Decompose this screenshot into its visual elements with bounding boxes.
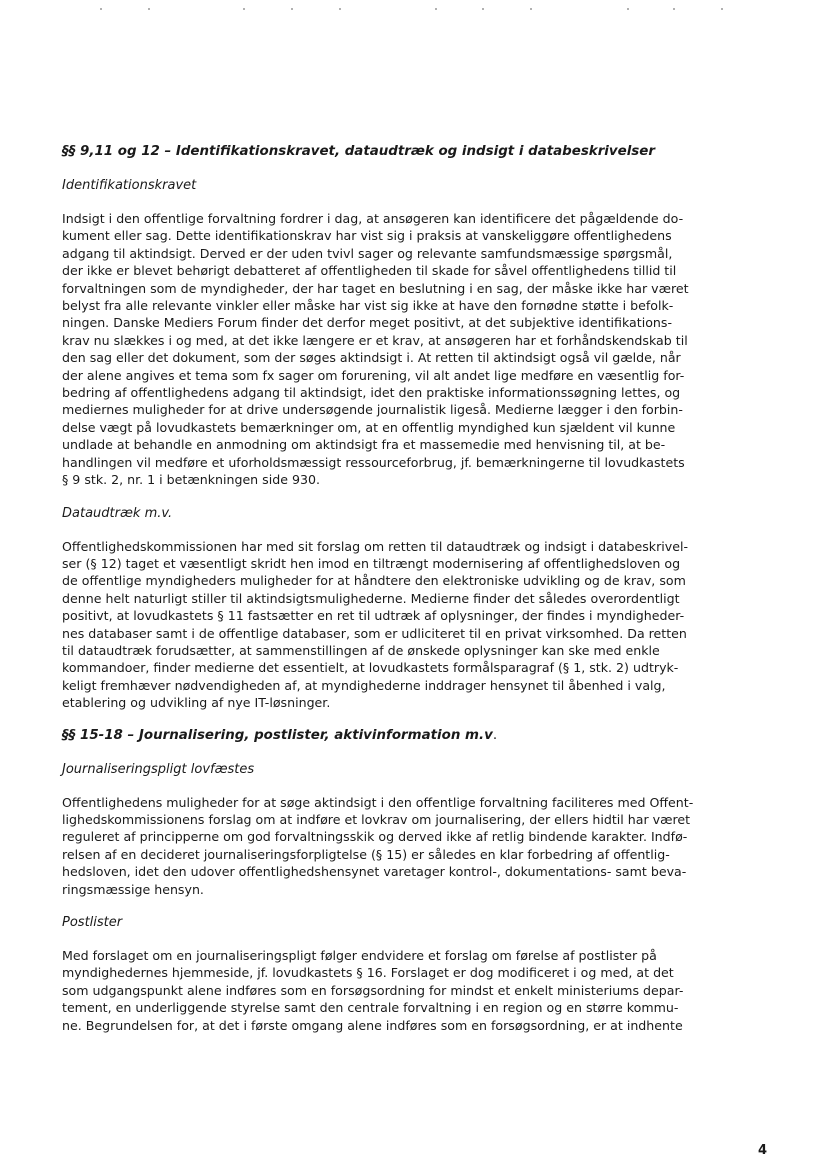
text-line: keligt fremhæver nødvendigheden af, at myndighederne inddrager hensynet til åbenhed i valg,: [62, 677, 666, 693]
text-line: handlingen vil medføre et uforholdsmæssigt ressourceforbrug, jf. bemærkningerne til lovudkastets: [62, 454, 685, 470]
document-page: [62, 143, 768, 1034]
text-line: til dataudtræk forudsætter, at sammenstillingen af de ønskede oplysninger kan ske med enkle: [62, 642, 660, 658]
text-line: undlade at behandle en anmodning om aktindsigt fra et massemedie med henvisning til, at be-: [62, 437, 666, 453]
subheading-postlister: Postlister: [62, 915, 123, 930]
text-line: § 9 stk. 2, nr. 1 i betænkningen side 930.: [62, 472, 321, 488]
text-line: kommandoer, finder medierne det essentielt, at lovudkastets formålsparagraf (§ 1, stk. 2) udtryk-: [62, 660, 679, 676]
text-line: nes databaser samt i de offentlige databaser, som er udliciteret til en privat virksomhed. Da retten: [62, 625, 687, 641]
text-line: hedsloven, idet den udover offentlighedshensynet varetager kontrol-, dokumentations- samt beva-: [62, 864, 687, 880]
text-line: Offentlighedskommissionen har med sit forslag om retten til dataudtræk og indsigt i databeskrivel-: [62, 538, 688, 554]
text-line: delse vægt på lovudkastets bemærkninger om, at en offentlig myndighed kun sjældent vil kunne: [62, 419, 676, 435]
text-line: etablering og udvikling af nye IT-løsninger.: [62, 695, 331, 711]
scan-speck: [148, 8, 150, 10]
subheading-identifikationskravet: Identifikationskravet: [62, 178, 197, 193]
text-line: adgang til aktindsigt. Derved er der uden tvivl sager og relevante samfundsmæssige spørgsmål,: [62, 245, 673, 261]
section-heading-9-11-12: §§ 9,11 og 12 – Identifikationskravet, dataudtræk og indsigt i databeskrivelser: [62, 144, 655, 159]
scan-speck: [627, 8, 629, 10]
text-line: ne. Begrundelsen for, at det i første omgang alene indføres som en forsøgsordning, er at indhente: [62, 1017, 683, 1033]
text-line: denne helt naturligt stiller til aktindsigtsmulighederne. Medierne finder det således overordentligt: [62, 590, 680, 606]
scan-speck: [291, 8, 293, 10]
paragraph-identifikationskravet: [62, 210, 768, 489]
paragraph-journaliseringspligt: [62, 794, 768, 898]
section-heading-15-18-period: .: [492, 727, 498, 743]
text-line: som udgangspunkt alene indføres som en forsøgsordning for mindst et enkelt ministeriums depar-: [62, 982, 684, 998]
scan-speck: [243, 8, 245, 10]
subheading-dataudtraek: Dataudtræk m.v.: [62, 505, 173, 521]
text-line: positivt, at lovudkastets § 11 fastsætter en ret til udtræk af oplysninger, der findes i myndigheder-: [62, 608, 685, 624]
text-line: den sag eller det dokument, som der søges aktindsigt i. At retten til aktindsigt også vil gælde, når: [62, 350, 681, 366]
scan-speck: [530, 8, 532, 10]
text-line: belyst fra alle relevante vinkler eller måske har vist sig ikke at have den fornødne støtte i befolk-: [62, 298, 674, 314]
section-heading-15-18-text: §§ 15-18 – Journalisering, postlister, aktivinformation m.v: [62, 727, 493, 743]
text-line: de offentlige myndigheders muligheder for at håndtere den elektroniske udvikling og de krav, som: [62, 573, 686, 589]
subheading-journaliseringspligt: Journaliseringspligt lovfæstes: [62, 761, 255, 777]
text-line: ningen. Danske Mediers Forum finder det derfor meget positivt, at det subjektive identifikations-: [62, 315, 672, 331]
text-line: ringsmæssige hensyn.: [62, 881, 204, 897]
scan-speck: [100, 8, 102, 10]
text-line: der alene angives et tema som fx sager om forurening, vil alt andet lige medføre en væsentlig for-: [62, 367, 685, 383]
scan-speck: [721, 8, 723, 10]
text-line: forvaltningen som de myndigheder, der har taget en beslutning i en sag, der måske ikke har været: [62, 280, 689, 296]
text-line: Offentlighedens muligheder for at søge aktindsigt i den offentlige forvaltning faciliteres med Offent-: [62, 794, 694, 810]
text-line: Indsigt i den offentlige forvaltning fordrer i dag, at ansøgeren kan identificere det pågældende do-: [62, 211, 684, 226]
scan-speck: [435, 8, 437, 10]
scan-speck: [482, 8, 484, 10]
page-number: 4: [758, 1143, 768, 1158]
text-line: ser (§ 12) taget et væsentligt skridt hen imod en tiltrængt modernisering af offentlighedsloven og: [62, 555, 681, 571]
text-line: krav nu slækkes i og med, at det ikke længere er et krav, at ansøgeren har et forhåndskendskab til: [62, 332, 688, 348]
text-line: lighedskommissionens forslag om at indføre et lovkrav om journalisering, der ellers hidtil har været: [62, 811, 691, 827]
text-line: mediernes muligheder for at drive undersøgende journalistik ligeså. Medierne lægger i den forbin-: [62, 402, 683, 418]
section-heading-15-18: [62, 727, 768, 745]
text-line: Med forslaget om en journaliseringspligt følger endvidere et forslag om førelse af postlister på: [62, 948, 657, 963]
text-line: bedring af offentlighedens adgang til aktindsigt, idet den praktiske informationssøgning lettes, og: [62, 385, 681, 401]
scan-speck: [339, 8, 341, 10]
paragraph-dataudtraek: [62, 538, 768, 712]
text-line: kument eller sag. Dette identifikationskrav har vist sig i praksis at vanskeliggøre offentlighedens: [62, 228, 672, 244]
text-line: myndighedernes hjemmeside, jf. lovudkastets § 16. Forslaget er dog modificeret i og med, at det: [62, 965, 674, 981]
text-line: relsen af en decideret journaliseringsforpligtelse (§ 15) er således en klar forbedring af offentlig-: [62, 846, 670, 862]
text-line: tement, en underliggende styrelse samt den centrale forvaltning i en region og en større kommu-: [62, 1000, 679, 1016]
scan-speck: [673, 8, 675, 10]
text-line: reguleret af principperne om god forvaltningsskik og derved ikke af retlig bindende karakter. Indfø-: [62, 829, 688, 845]
text-line: der ikke er blevet behørigt debatteret af offentligheden til skade for såvel offentlighedens tillid til: [62, 263, 677, 279]
paragraph-postlister: [62, 947, 768, 1034]
